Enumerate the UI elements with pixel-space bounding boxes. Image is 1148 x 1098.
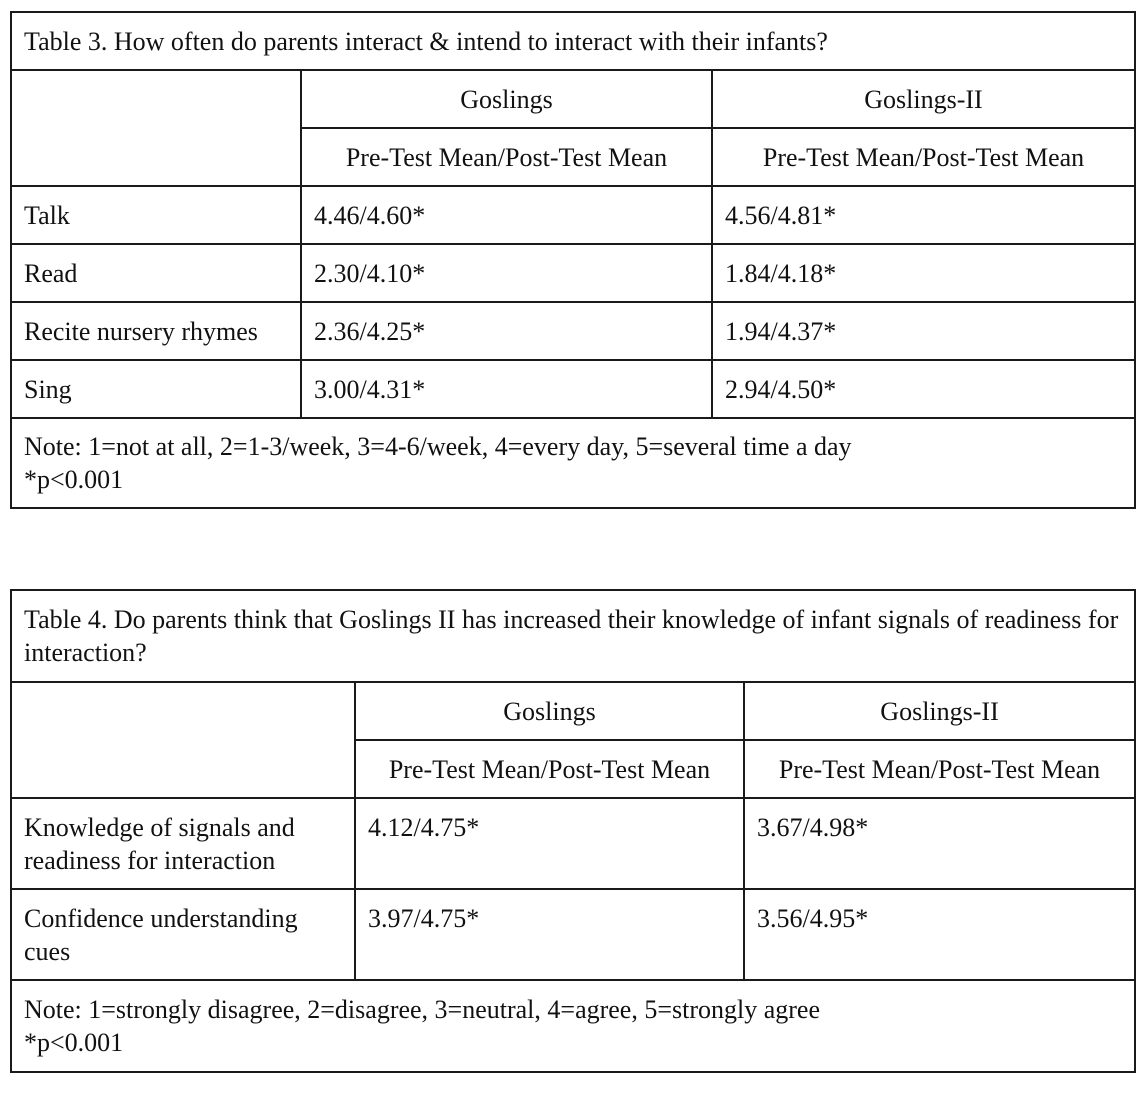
table-row [11,302,1135,360]
table-note [11,980,1135,1072]
table-row [11,360,1135,418]
table-row [11,889,1135,980]
note-scale: Note: 1=strongly disagree, 2=disagree, 3=neutral, 4=agree, 5=strongly agree [24,995,821,1024]
cell-value: 1.94/4.37* [712,302,1135,360]
note-scale: Note: 1=not at all, 2=1-3/week, 3=4-6/week, 4=every day, 5=several time a day [24,432,852,461]
row-label: Sing [11,360,301,418]
table-row [11,244,1135,302]
column-group-goslings: Goslings [301,70,712,128]
table-4 [10,589,1136,1073]
table-note [11,418,1135,508]
column-group-goslings: Goslings [355,682,744,740]
cell-value: 3.00/4.31* [301,360,712,418]
column-subheader: Pre-Test Mean/Post-Test Mean [744,740,1135,798]
row-label: Recite nursery rhymes [11,302,301,360]
cell-value: 4.56/4.81* [712,186,1135,244]
table-row [11,798,1135,889]
column-subheader: Pre-Test Mean/Post-Test Mean [355,740,744,798]
note-significance: *p<0.001 [24,465,124,494]
header-blank-cell [11,682,355,798]
cell-value: 1.84/4.18* [712,244,1135,302]
cell-value: 3.67/4.98* [744,798,1135,889]
note-significance: *p<0.001 [24,1028,124,1057]
column-subheader: Pre-Test Mean/Post-Test Mean [301,128,712,186]
cell-value: 2.94/4.50* [712,360,1135,418]
row-label: Talk [11,186,301,244]
row-label: Read [11,244,301,302]
cell-value: 2.36/4.25* [301,302,712,360]
table-3 [10,11,1136,509]
row-label: Knowledge of signals and readiness for interaction [11,798,355,889]
cell-value: 2.30/4.10* [301,244,712,302]
table-title: Table 3. How often do parents interact & intend to interact with their infants? [11,12,1135,70]
column-group-goslings-ii: Goslings-II [712,70,1135,128]
cell-value: 3.56/4.95* [744,889,1135,980]
table-title: Table 4. Do parents think that Goslings II has increased their knowledge of infant signals of readiness for interaction? [11,590,1135,682]
cell-value: 4.46/4.60* [301,186,712,244]
table-row [11,186,1135,244]
header-blank-cell [11,70,301,186]
column-group-goslings-ii: Goslings-II [744,682,1135,740]
cell-value: 4.12/4.75* [355,798,744,889]
column-subheader: Pre-Test Mean/Post-Test Mean [712,128,1135,186]
row-label: Confidence understanding cues [11,889,355,980]
cell-value: 3.97/4.75* [355,889,744,980]
